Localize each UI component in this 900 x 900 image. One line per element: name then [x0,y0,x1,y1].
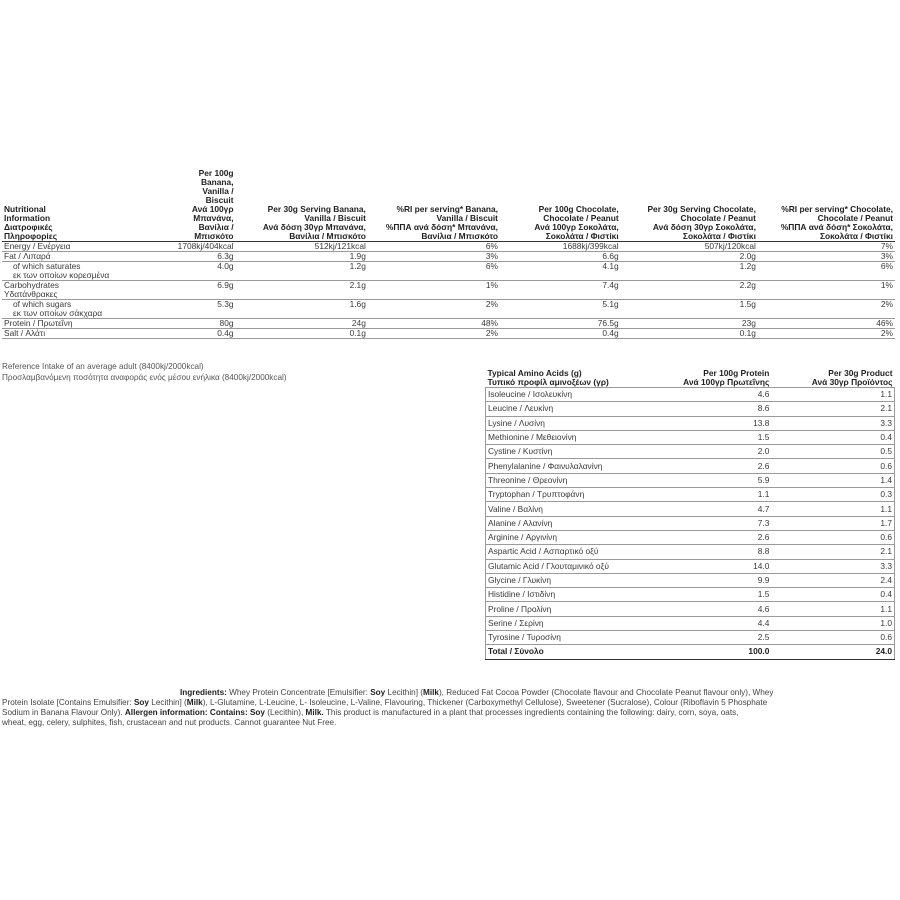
amino-per100: 8.8 [658,545,771,559]
nutrition-value: 1% [368,281,500,300]
nutrition-value: 6.6g [500,252,621,262]
nutrition-value: 6% [368,242,500,252]
amino-row [486,602,895,616]
nutrition-row [2,242,895,252]
amino-name: Isoleucine / Ισολευκίνη [486,388,659,402]
amino-row [486,445,895,459]
amino-per30: 0.6 [771,530,894,544]
nutrition-row-label: Energy / Ενέργεια [2,242,172,252]
amino-per30: 0.3 [771,488,894,502]
nutrition-header-col: Per 100g Chocolate, Chocolate / Peanut Ανά 100γρ Σοκολάτα, Σοκολάτα / Φιστίκι [534,204,619,241]
amino-row [486,631,895,645]
nutrition-value: 507kj/120kcal [621,242,758,252]
nutrition-row-label: Protein / Πρωτεΐνη [2,319,172,329]
amino-per30: 2.1 [771,402,894,416]
nutrition-row [2,281,895,300]
amino-total-per100: 100.0 [658,645,771,659]
nutrition-value: 0.1g [236,329,368,339]
nutrition-header-col: Per 100g Banana, Vanilla / Biscuit Ανά 100γρ Μπανάνα, Βανίλια / Μπισκότο [191,168,234,241]
amino-name: Valine / Βαλίνη [486,502,659,516]
nutrition-value: 5.3g [172,300,236,319]
amino-header-name: Typical Amino Acids (g) Τυπικό προφίλ αμινοξέων (γρ) [486,369,659,388]
reference-intake-note [2,361,287,383]
amino-body [486,388,895,645]
amino-name: Tyrosine / Τυροσίνη [486,631,659,645]
ingredients-line-3: Sodium in Banana Flavour Only). Allergen information: Contains: Soy (Lecithin), Milk. This product is manufactured in a plant that processes ingredients containing the following: dairy, corn, soya, oats, [2,708,739,717]
amino-name: Cystine / Κυστίνη [486,445,659,459]
amino-per100: 2.6 [658,530,771,544]
amino-per100: 4.7 [658,502,771,516]
nutrition-row [2,319,895,329]
amino-per100: 2.0 [658,445,771,459]
nutrition-value: 2.0g [621,252,758,262]
nutrition-value: 2% [758,300,895,319]
amino-per100: 5.9 [658,473,771,487]
nutrition-value: 1.6g [236,300,368,319]
amino-per30: 1.1 [771,388,894,402]
nutrition-value: 6.3g [172,252,236,262]
nutrition-row [2,262,895,281]
nutrition-value: 24g [236,319,368,329]
nutrition-value: 76.5g [500,319,621,329]
nutrition-header-col: %RI per serving* Chocolate, Chocolate / Peanut %ΠΠΑ ανά δόση* Σοκολάτα, Σοκολάτα / Φιστίκι [780,204,893,241]
amino-name: Threonine / Θρεονίνη [486,473,659,487]
ingredients-block [2,688,895,728]
reference-line-gr: Προσλαμβανόμενη ποσότητα αναφοράς ενός μέσου ενήλικα (8400kj/2000kcal) [2,373,287,382]
nutrition-value: 6.9g [172,281,236,300]
nutrition-value: 4.1g [500,262,621,281]
amino-row [486,488,895,502]
amino-per30: 1.1 [771,502,894,516]
amino-name: Phenylalanine / Φαινυλαλανίνη [486,459,659,473]
nutrition-value: 6% [368,262,500,281]
amino-per30: 0.4 [771,588,894,602]
amino-per100: 13.8 [658,416,771,430]
nutrition-row-label: of which saturates εκ των οποίων κορεσμένα [2,262,172,281]
nutrition-value: 2.2g [621,281,758,300]
amino-per30: 0.6 [771,459,894,473]
amino-row [486,416,895,430]
nutrition-row-label: of which sugars εκ των οποίων σάκχαρα [2,300,172,319]
amino-per30: 2.1 [771,545,894,559]
nutrition-header-col: Per 30g Serving Chocolate, Chocolate / Peanut Ανά δόση 30γρ Σοκολάτα, Σοκολάτα / Φιστίκι [647,204,756,241]
amino-per100: 4.6 [658,388,771,402]
amino-row [486,545,895,559]
amino-total-per30: 24.0 [771,645,894,659]
amino-per30: 3.3 [771,416,894,430]
amino-per100: 4.4 [658,616,771,630]
amino-per100: 7.3 [658,516,771,530]
amino-per100: 2.6 [658,459,771,473]
amino-per100: 1.5 [658,588,771,602]
amino-per100: 8.6 [658,402,771,416]
amino-row [486,516,895,530]
amino-header-per30: Per 30g Product Ανά 30γρ Προϊόντος [771,369,894,388]
amino-name: Lysine / Λυσίνη [486,416,659,430]
amino-per30: 3.3 [771,559,894,573]
nutrition-header-col: Per 30g Serving Banana, Vanilla / Biscuit Ανά δόση 30γρ Μπανάνα, Βανίλια / Μπισκότο [262,204,366,241]
amino-per30: 1.0 [771,616,894,630]
amino-acid-table [485,369,895,660]
amino-row [486,502,895,516]
nutrition-row-label: Salt / Αλάτι [2,329,172,339]
amino-row [486,616,895,630]
nutrition-value: 512kj/121kcal [236,242,368,252]
nutrition-row [2,300,895,319]
amino-row [486,430,895,444]
nutrition-value: 0.1g [621,329,758,339]
amino-row [486,588,895,602]
amino-row [486,530,895,544]
amino-name: Methionine / Μεθειονίνη [486,430,659,444]
reference-line-en: Reference Intake of an average adult (8400kj/2000kcal) [2,362,204,371]
amino-per100: 1.1 [658,488,771,502]
ingredients-label: Ingredients: [180,688,227,697]
nutrition-value: 1.9g [236,252,368,262]
amino-per30: 1.4 [771,473,894,487]
nutrition-value: 0.4g [500,329,621,339]
nutrition-value: 2% [368,329,500,339]
amino-total-label: Total / Σύνολο [486,645,659,659]
allergen-label: Allergen information: Contains: [124,708,248,717]
amino-per100: 4.6 [658,602,771,616]
nutrition-row [2,329,895,339]
amino-name: Aspartic Acid / Ασπαρτικό οξύ [486,545,659,559]
ingredients-line-4: wheat, egg, celery, sulphites, fish, crustacean and nut products. Cannot guarantee Nut Free. [2,718,337,727]
nutrition-value: 1688kj/399kcal [500,242,621,252]
nutrition-value: 7.4g [500,281,621,300]
amino-row [486,473,895,487]
amino-per100: 9.9 [658,573,771,587]
nutrition-header-label: Nutritional Information Διατροφικές Πληροφορίες [4,204,58,241]
nutrition-value: 5.1g [500,300,621,319]
nutrition-value: 80g [172,319,236,329]
nutrition-value: 4.0g [172,262,236,281]
nutrition-value: 1.5g [621,300,758,319]
amino-name: Proline / Προλίνη [486,602,659,616]
amino-total-row [486,645,895,659]
amino-row [486,388,895,402]
nutrition-row-label: Carbohydrates Υδατάνθρακες [2,281,172,300]
amino-name: Histidine / Ιστιδίνη [486,588,659,602]
nutrition-row [2,252,895,262]
nutrition-value: 2% [368,300,500,319]
amino-per100: 14.0 [658,559,771,573]
amino-per100: 2.5 [658,631,771,645]
amino-per30: 0.5 [771,445,894,459]
nutrition-value: 3% [368,252,500,262]
nutrition-value: 46% [758,319,895,329]
amino-per30: 2.4 [771,573,894,587]
amino-name: Glutamic Acid / Γλουταμινικό οξύ [486,559,659,573]
amino-header-row [486,369,895,388]
nutrition-value: 48% [368,319,500,329]
nutrition-value: 2.1g [236,281,368,300]
nutrition-header-row [2,169,895,242]
amino-name: Tryptophan / Τρυπτοφάνη [486,488,659,502]
amino-per30: 0.4 [771,430,894,444]
nutrition-value: 1.2g [236,262,368,281]
nutrition-table [2,169,895,339]
nutrition-value: 2% [758,329,895,339]
nutrition-value: 1708kj/404kcal [172,242,236,252]
ingredients-line-2: Protein Isolate [Contains Emulsifier: Soy Lecithin] (Milk), L-Glutamine, L-Leucine, L- Isoleucine, L-Valine, Flavouring, Thickener (Carboxymethyl Cellulose), Sweetener (Sucralose), Colour (Riboflavin 5 Phosphate [2,698,768,707]
amino-row [486,559,895,573]
amino-per100: 1.5 [658,430,771,444]
nutrition-value: 0.4g [172,329,236,339]
amino-name: Leucine / Λευκίνη [486,402,659,416]
amino-row [486,459,895,473]
amino-name: Arginine / Αργινίνη [486,530,659,544]
nutrition-row-label: Fat / Λιπαρά [2,252,172,262]
amino-row [486,573,895,587]
amino-name: Serine / Σερίνη [486,616,659,630]
amino-header-per100: Per 100g Protein Ανά 100γρ Πρωτεΐνης [658,369,771,388]
nutrition-value: 1% [758,281,895,300]
nutrition-value: 7% [758,242,895,252]
nutrition-value: 23g [621,319,758,329]
nutrition-body [2,242,895,339]
amino-per30: 0.6 [771,631,894,645]
nutrition-value: 3% [758,252,895,262]
nutrition-value: 1.2g [621,262,758,281]
ingredients-line-1: Ingredients: Whey Protein Concentrate [Emulsifier: Soy Lecithin] (Milk), Reduced Fat Cocoa Powder (Chocolate flavour and Chocolate Peanut flavour only), Whey [180,688,774,697]
amino-row [486,402,895,416]
amino-name: Glycine / Γλυκίνη [486,573,659,587]
amino-per30: 1.1 [771,602,894,616]
amino-per30: 1.7 [771,516,894,530]
nutrition-value: 6% [758,262,895,281]
nutrition-header-col: %RI per serving* Banana, Vanilla / Biscuit %ΠΠΑ ανά δόση* Μπανάνα, Βανίλια / Μπισκότο [385,204,498,241]
amino-name: Alanine / Αλανίνη [486,516,659,530]
